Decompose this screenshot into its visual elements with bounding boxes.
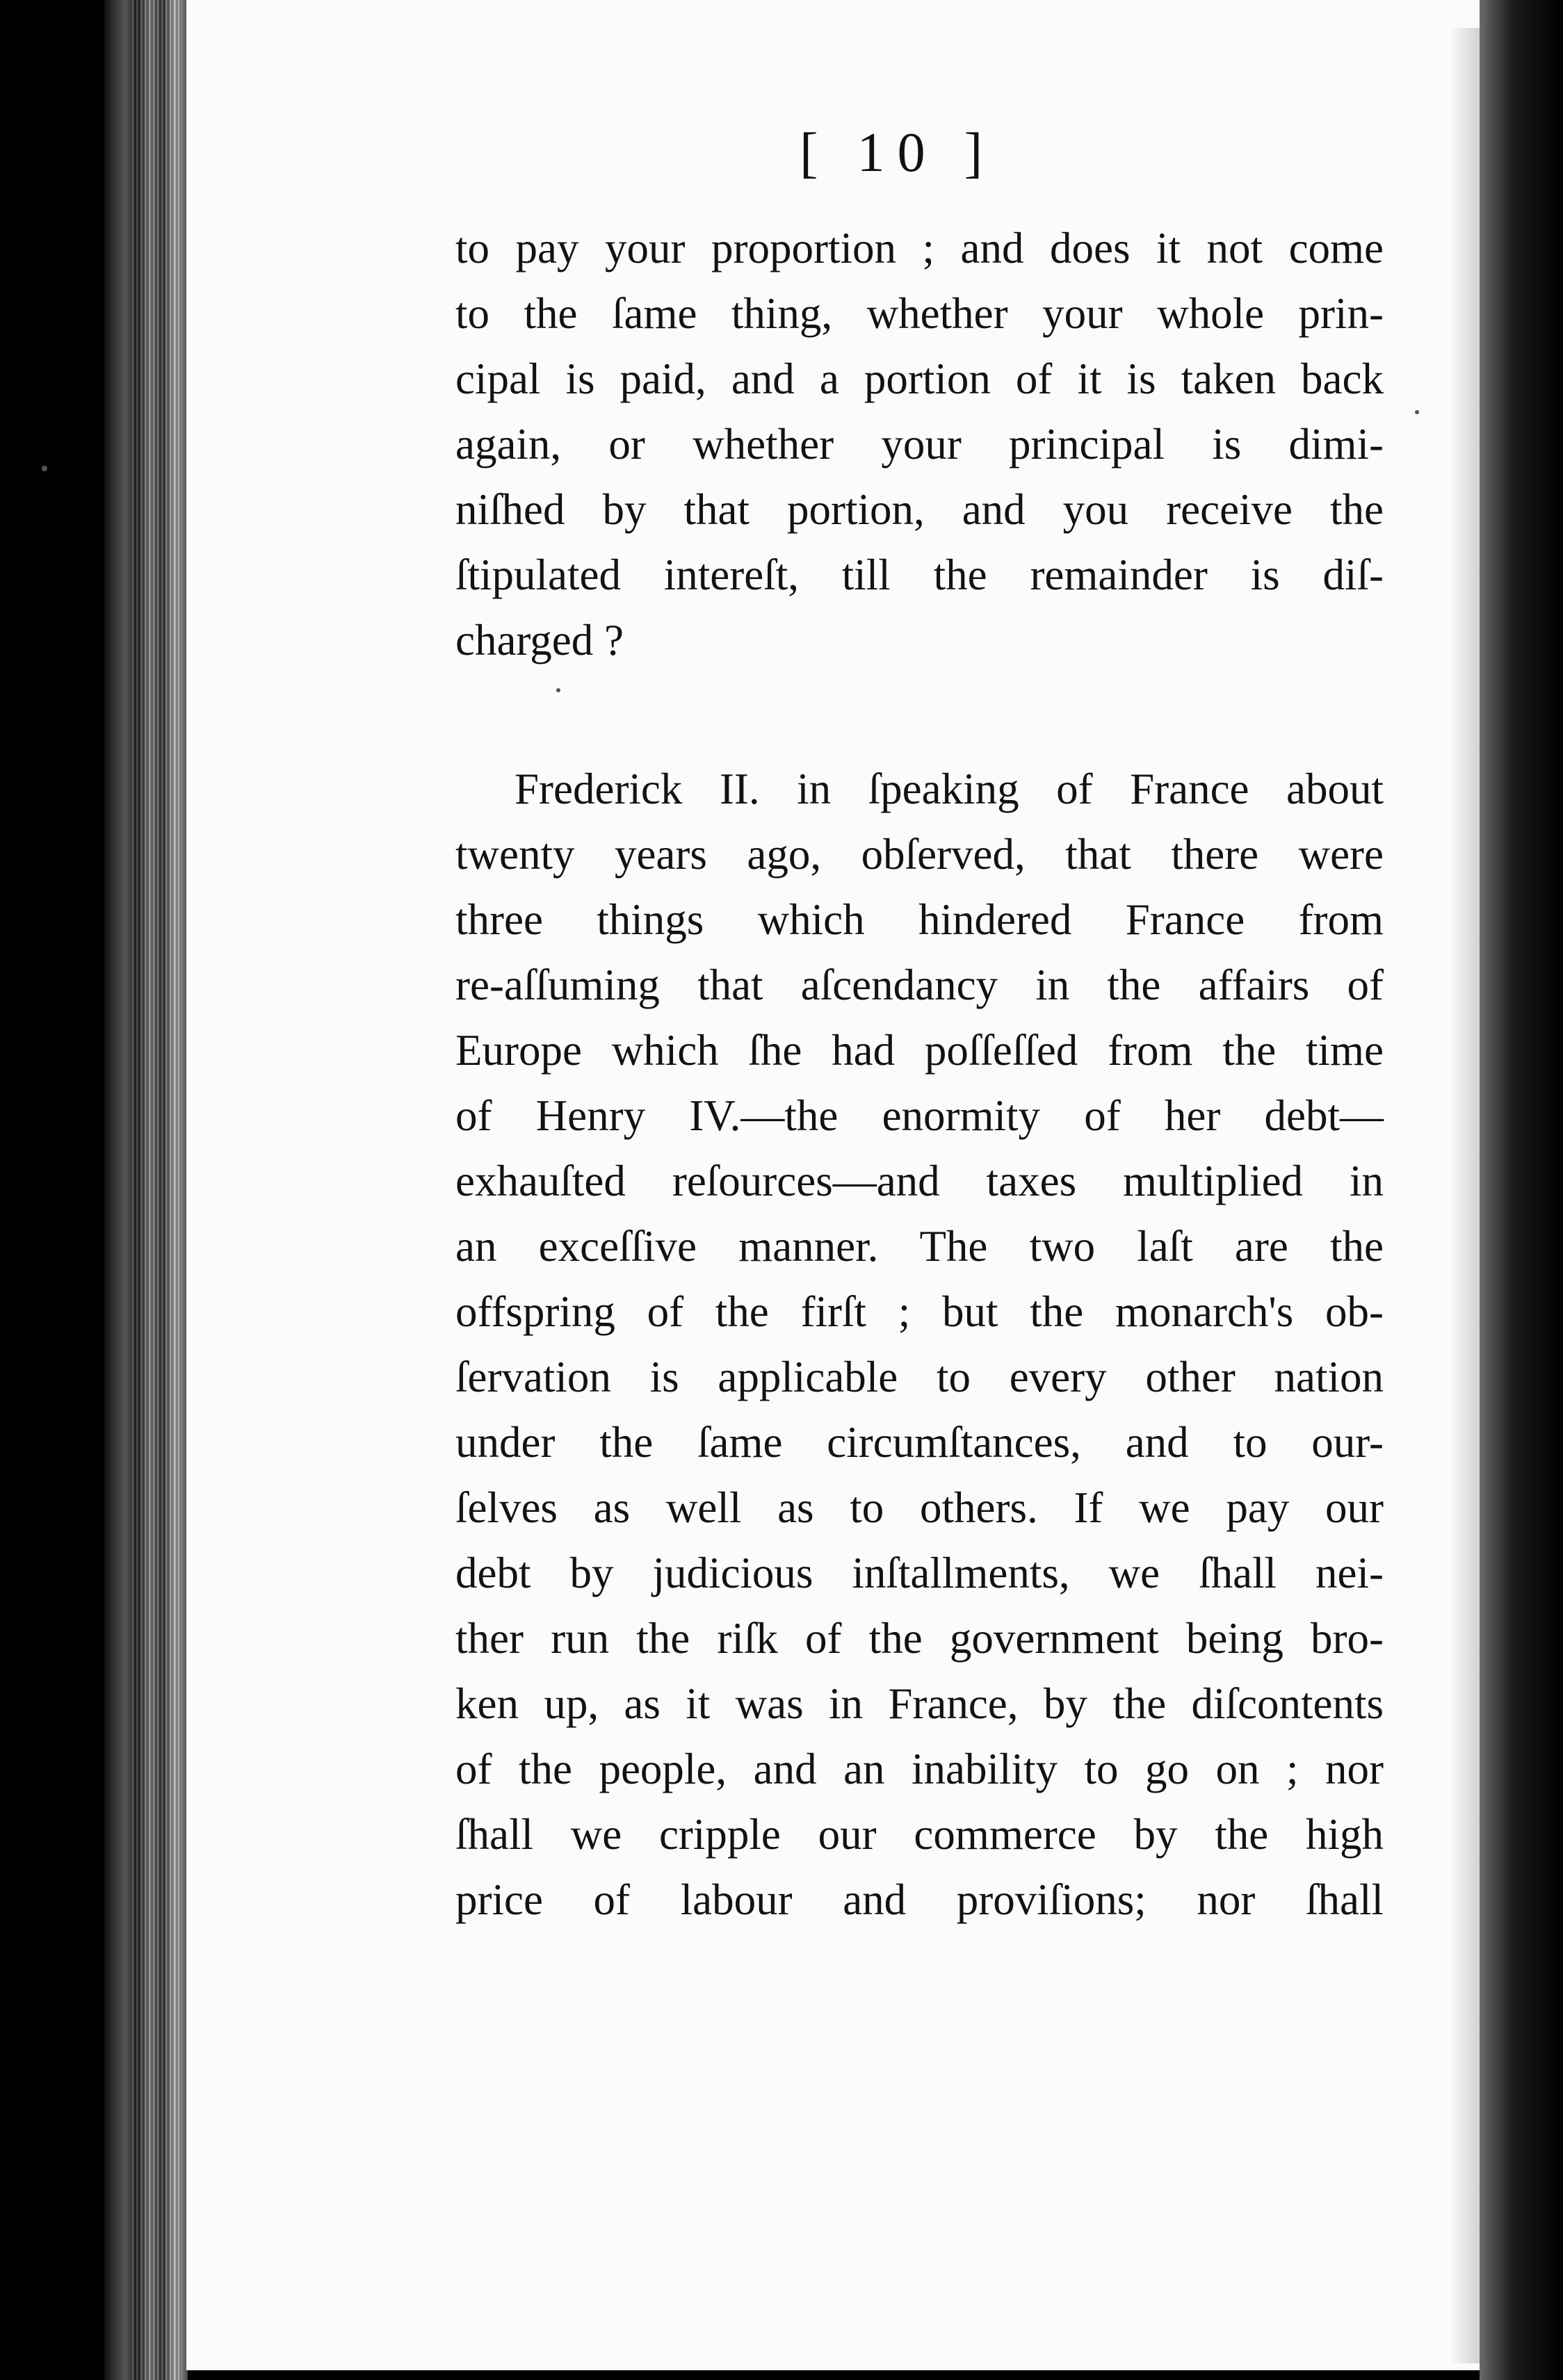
scan-speck (1415, 410, 1419, 414)
text-line: exhauſted reſources—and taxes multiplied in (455, 1157, 1384, 1205)
text-line: of the people, and an inability to go on ; nor (455, 1745, 1384, 1793)
paragraph-1 (455, 215, 1384, 673)
text-line: an exceſſive manner. The two laſt are the (455, 1222, 1384, 1271)
text-line: of Henry IV.—the enormity of her debt— (455, 1091, 1384, 1140)
text-line: debt by judicious inſtallments, we ſhall nei- (455, 1549, 1384, 1597)
text-line: ſervation is applicable to every other nation (455, 1353, 1384, 1401)
text-line: twenty years ago, obſerved, that there were (455, 830, 1384, 879)
text-line: to the ſame thing, whether your whole prin- (455, 289, 1384, 338)
text-line: price of labour and proviſions; nor ſhall (455, 1875, 1384, 1924)
right-page-edge (1480, 0, 1563, 2380)
text-line: again, or whether your principal is dimi- (455, 420, 1384, 468)
page-number-header: [ 10 ] (800, 122, 996, 184)
text-line: three things which hindered France from (455, 895, 1384, 944)
text-line: ſelves as well as to others. If we pay our (455, 1483, 1384, 1532)
text-line: cipal is paid, and a portion of it is taken back (455, 354, 1384, 403)
text-line: Frederick II. in ſpeaking of France about (515, 765, 1384, 813)
paragraph-2 (455, 756, 1384, 1932)
text-line: ken up, as it was in France, by the diſcontents (455, 1679, 1384, 1728)
page-stack-edges (132, 0, 181, 2380)
text-line: ſhall we cripple our commerce by the high (455, 1810, 1384, 1859)
text-line: re-aſſuming that aſcendancy in the affairs of (455, 961, 1384, 1009)
page-body-text (455, 215, 1384, 1932)
text-line: Europe which ſhe had poſſeſſed from the time (455, 1026, 1384, 1075)
text-line: offspring of the firſt ; but the monarch's ob- (455, 1287, 1384, 1336)
text-line: ther run the riſk of the government being bro- (455, 1614, 1384, 1663)
text-line: niſhed by that portion, and you receive the (455, 485, 1384, 534)
scan-speck (42, 466, 47, 471)
text-line: ſtipulated intereſt, till the remainder is diſ- (455, 551, 1384, 599)
text-line: to pay your proportion ; and does it not come (455, 224, 1384, 272)
text-line: under the ſame circumſtances, and to our- (455, 1418, 1384, 1467)
paragraph-gap (455, 673, 1384, 756)
text-line: charged ? (455, 616, 624, 665)
scan-speck (556, 688, 560, 692)
